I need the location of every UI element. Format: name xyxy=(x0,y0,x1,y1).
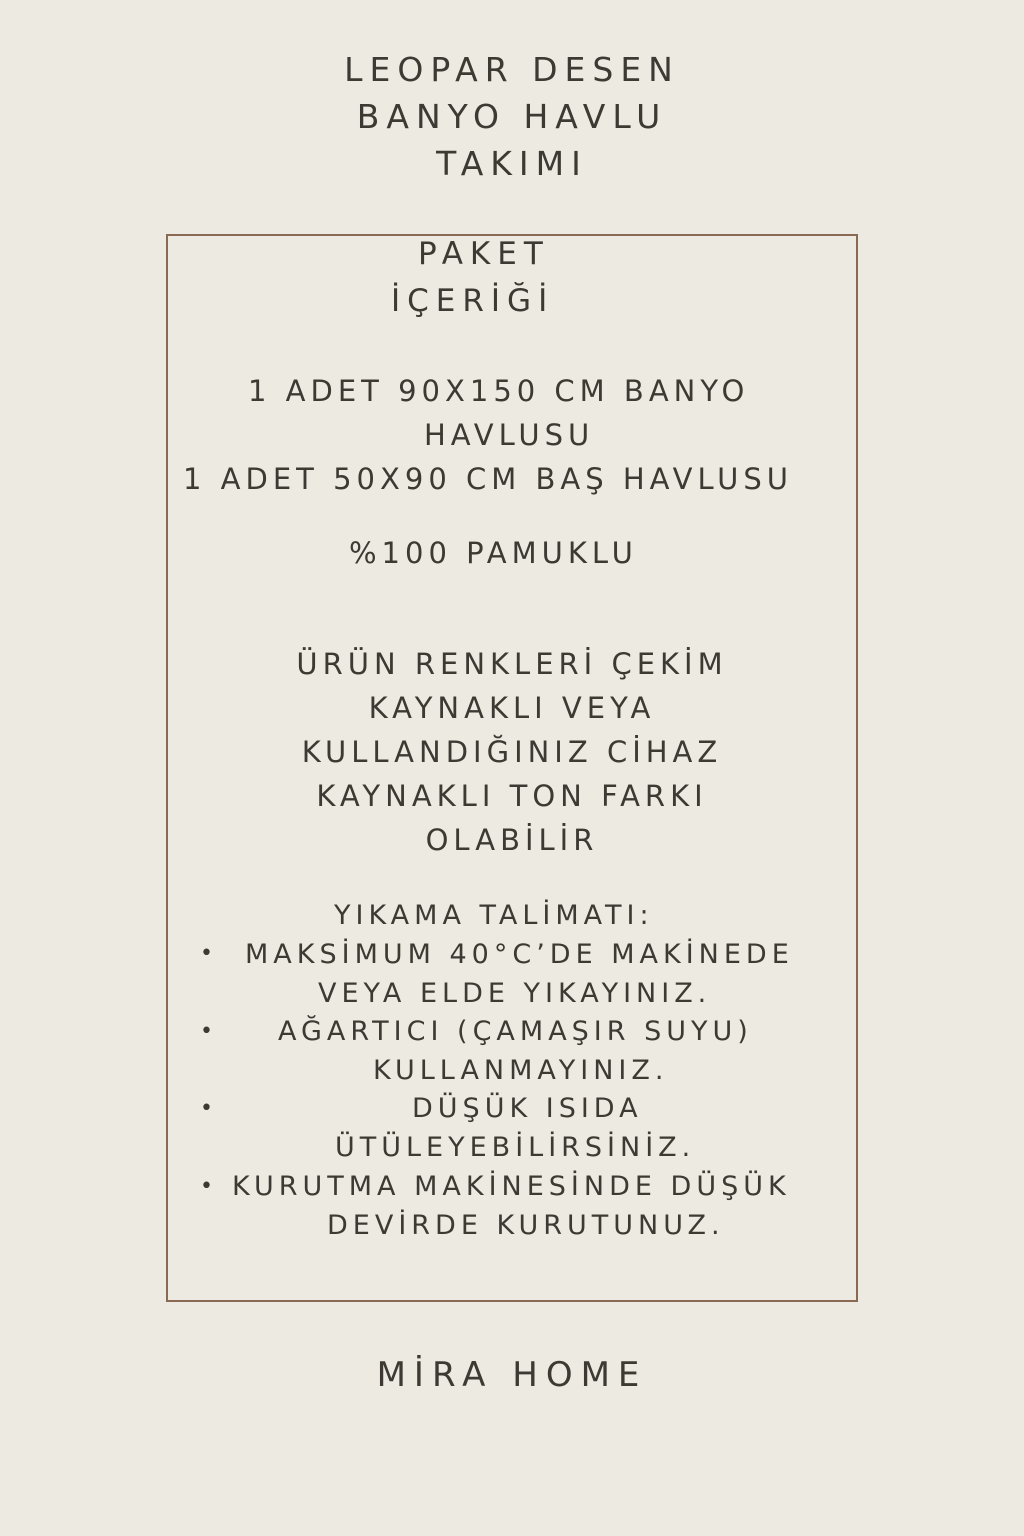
bullet-1: • xyxy=(200,941,213,966)
page-title xyxy=(0,46,1024,187)
title-line-2: BANYO HAVLU xyxy=(356,97,668,136)
washing-heading: YIKAMA TALİMATI: xyxy=(334,900,654,931)
washing-item-4-line-1: KURUTMA MAKİNESİNDE DÜŞÜK xyxy=(232,1171,791,1202)
washing-item-2-line-2: KULLANMAYINIZ. xyxy=(373,1055,669,1086)
title-line-3: TAKIMI xyxy=(436,144,588,183)
package-heading-line-1: PAKET xyxy=(418,236,550,272)
washing-item-4-line-2: DEVİRDE KURUTUNUZ. xyxy=(327,1210,725,1241)
bullet-2: • xyxy=(200,1019,213,1044)
package-heading-line-2: İÇERİĞİ xyxy=(391,283,555,319)
washing-item-3-line-1: DÜŞÜK ISIDA xyxy=(412,1093,643,1124)
notice-line-2: KAYNAKLI VEYA xyxy=(368,691,656,725)
bullet-4: • xyxy=(200,1174,213,1199)
package-item-1-line-1: 1 ADET 90X150 CM BANYO xyxy=(248,374,750,408)
notice-line-1: ÜRÜN RENKLERİ ÇEKİM xyxy=(296,647,728,681)
package-item-2: 1 ADET 50X90 CM BAŞ HAVLUSU xyxy=(183,462,794,496)
bullet-3: • xyxy=(200,1096,213,1121)
washing-item-1-line-2: VEYA ELDE YIKAYINIZ. xyxy=(318,978,712,1009)
package-item-1-line-2: HAVLUSU xyxy=(424,418,595,452)
washing-item-2-line-1: AĞARTICI (ÇAMAŞIR SUYU) xyxy=(278,1016,753,1047)
washing-item-1-line-1: MAKSİMUM 40°C’DE MAKİNEDE xyxy=(245,939,794,970)
notice-line-4: KAYNAKLI TON FARKI xyxy=(316,779,708,813)
material-info: %100 PAMUKLU xyxy=(349,536,638,570)
notice-line-5: OLABİLİR xyxy=(425,823,599,857)
washing-item-3-line-2: ÜTÜLEYEBİLİRSİNİZ. xyxy=(335,1132,696,1163)
title-line-1: LEOPAR DESEN xyxy=(344,50,680,89)
notice-line-3: KULLANDIĞINIZ CİHAZ xyxy=(301,735,723,769)
brand-name: MİRA HOME xyxy=(376,1355,648,1395)
